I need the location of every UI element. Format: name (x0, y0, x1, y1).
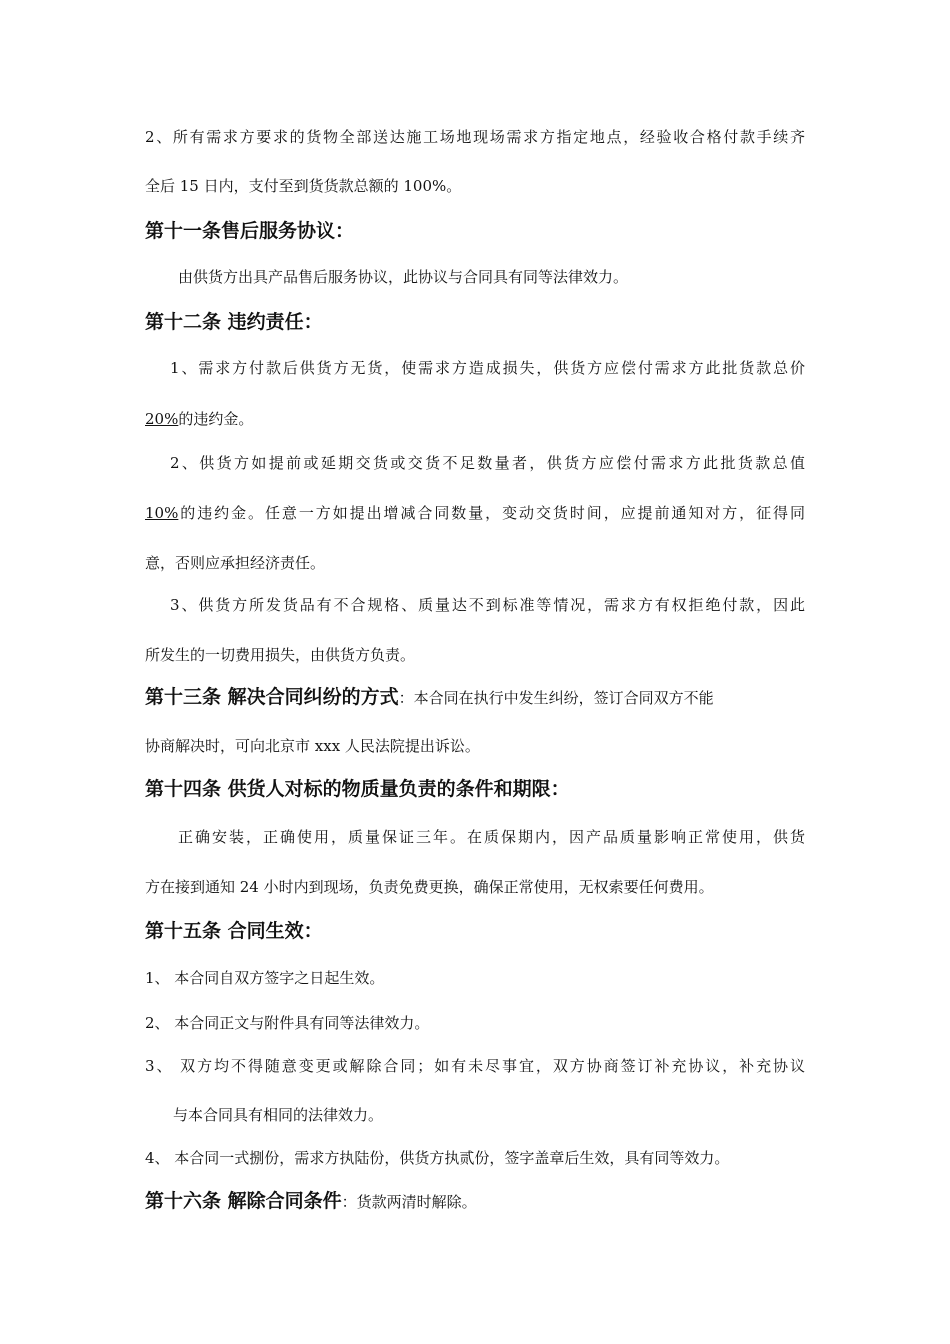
art15-item3-line1: 3、 双方均不得随意变更或解除合同；如有未尽事宜，双方协商签订补充协议，补充协议 (145, 1057, 805, 1075)
article-15-heading: 第十五条 合同生效： (145, 920, 323, 942)
article-11-body: 由供货方出具产品售后服务协议，此协议与合同具有同等法律效力。 (178, 268, 629, 286)
art14-line1: 正确安装，正确使用，质量保证三年。在质保期内，因产品质量影响正常使用，供货 (178, 828, 805, 846)
art13-line2: 协商解决时，可向北京市 xxx 人民法院提出诉讼。 (145, 737, 480, 755)
art15-item3-line2: 与本合同具有相同的法律效力。 (173, 1106, 384, 1124)
art12-item3-line2: 所发生的一切费用损失，由供货方负责。 (145, 646, 416, 664)
art12-item3-line1: 3、供货方所发货品有不合规格、质量达不到标准等情况，需求方有权拒绝付款，因此 (170, 596, 805, 614)
art15-item4: 4、 本合同一式捌份，需求方执陆份，供货方执贰份，签字盖章后生效，具有同等效力。 (145, 1149, 730, 1167)
article-13-heading: 第十三条 解决合同纠纷的方式：本合同在执行中发生纠纷，签订合同双方不能 (145, 686, 714, 708)
article-12-heading: 第十二条 违约责任： (145, 311, 323, 333)
article-11-heading: 第十一条售后服务协议： (145, 220, 355, 242)
art12-item2-line2: 10%的违约金。任意一方如提出增减合同数量，变动交货时间，应提前通知对方，征得同 (145, 504, 805, 522)
art10-item2-line1: 2、所有需求方要求的货物全部送达施工场地现场需求方指定地点，经验收合格付款手续齐 (145, 128, 805, 146)
art12-item2-line3: 意，否则应承担经济责任。 (145, 554, 326, 572)
art14-line2: 方在接到通知 24 小时内到现场，负责免费更换，确保正常使用，无权索要任何费用。 (145, 878, 714, 896)
art12-item2-line1: 2、供货方如提前或延期交货或交货不足数量者，供货方应偿付需求方此批货款总值 (170, 454, 805, 472)
article-14-heading: 第十四条 供货人对标的物质量负责的条件和期限： (145, 778, 570, 800)
penalty-rate-10: 10% (145, 504, 179, 522)
art15-item1: 1、 本合同自双方签字之日起生效。 (145, 969, 385, 987)
article-16-heading: 第十六条 解除合同条件：货款两清时解除。 (145, 1190, 477, 1212)
art12-item1-line2: 20%的违约金。 (145, 410, 254, 428)
art12-item1-line1: 1、需求方付款后供货方无货，使需求方造成损失，供货方应偿付需求方此批货款总价 (170, 359, 805, 377)
penalty-rate-20: 20% (145, 410, 179, 428)
art15-item2: 2、 本合同正文与附件具有同等法律效力。 (145, 1014, 430, 1032)
art10-item2-line2: 全后 15 日内，支付至到货货款总额的 100%。 (145, 177, 462, 195)
